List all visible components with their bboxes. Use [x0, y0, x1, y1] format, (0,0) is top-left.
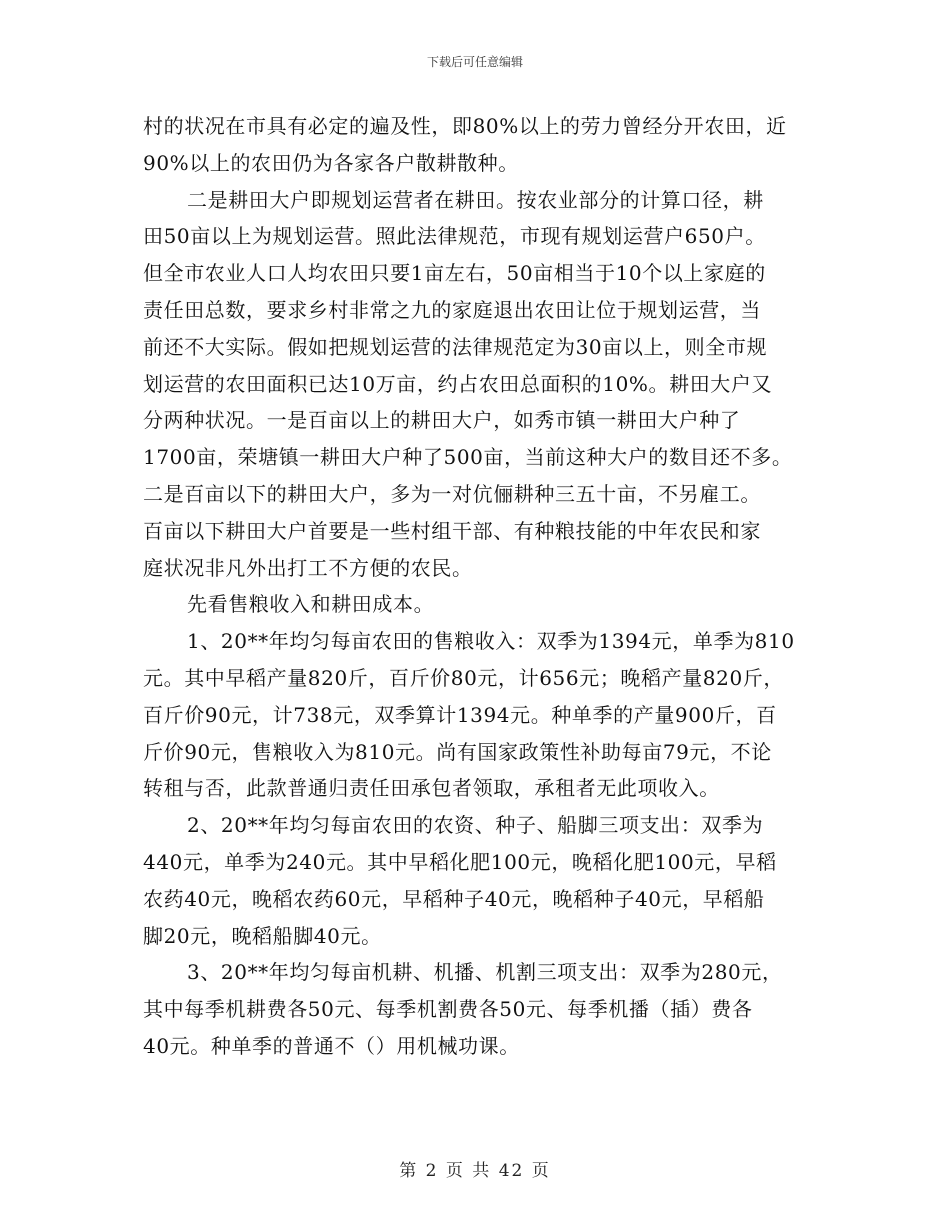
text-line: 村的状况在市具有必定的遍及性，即80%以上的劳力曾经分开农田，近: [143, 114, 787, 138]
text-line: 二是耕田大户即规划运营者在耕田。按农业部分的计算口径，耕: [187, 187, 764, 212]
text-line: 二是百亩以下的耕田大户，多为一对伉俪耕种三五十亩，不另雇工。: [143, 481, 761, 506]
text-line: 1、20**年均匀每亩农田的售粮收入：双季为1394元，单季为810: [187, 629, 795, 654]
text-line: 先看售粮收入和耕田成本。: [187, 592, 435, 617]
text-line: 其中每季机耕费各50元、每季机割费各50元、每季机播（插）费各: [143, 997, 753, 1022]
text-line: 2、20**年均匀每亩农田的农资、种子、船脚三项支出：双季为: [187, 813, 764, 838]
text-line: 440元，单季为240元。其中早稻化肥100元，晚稻化肥100元，早稻: [143, 849, 777, 874]
text-line: 90%以上的农田仍为各家各户散耕散种。: [143, 150, 519, 175]
text-line: 庭状况非凡外出打工不方便的农民。: [143, 555, 473, 580]
text-line: 百亩以下耕田大户首要是一些村组干部、有种粮技能的中年农民和家: [143, 518, 761, 543]
text-line: 责任田总数，要求乡村非常之九的家庭退出农田让位于规划运营，当: [143, 297, 761, 322]
text-line: 转租与否，此款普通归责任田承包者领取，承租者无此项收入。: [143, 776, 720, 801]
text-line: 40元。种单季的普通不（）用机械功课。: [143, 1033, 520, 1058]
text-line: 划运营的农田面积已达10万亩，约占农田总面积的10%。耕田大户又: [143, 371, 773, 396]
page-header: 下载后可任意编辑: [426, 55, 523, 69]
text-line: 前还不大实际。假如把规划运营的法律规范定为30亩以上，则全市规: [143, 334, 768, 359]
text-line: 斤价90元，售粮收入为810元。尚有国家政策性补助每亩79元，不论: [143, 739, 772, 764]
page-footer: 第 2 页 共 42 页: [399, 1161, 551, 1181]
text-line: 分两种状况。一是百亩以上的耕田大户，如秀市镇一耕田大户种了: [143, 408, 741, 433]
text-line: 农药40元，晚稻农药60元，早稻种子40元，晚稻种子40元，早稻船: [143, 886, 765, 911]
text-line: 元。其中早稻产量820斤，百斤价80元，计656元；晚稻产量820斤，: [143, 665, 784, 690]
text-line: 脚20元，晚稻船脚40元。: [143, 923, 382, 948]
text-line: 1700亩，荣塘镇一耕田大户种了500亩，当前这种大户的数目还不多。: [143, 445, 793, 470]
document-body: [143, 108, 809, 1065]
text-line: 百斤价90元，计738元，双季算计1394元。种单季的产量900斤，百: [143, 702, 777, 727]
text-line: 田50亩以上为规划运营。照此法律规范，市现有规划运营户650户。: [143, 224, 766, 249]
text-line: 3、20**年均匀每亩机耕、机播、机割三项支出：双季为280元，: [187, 960, 783, 985]
text-line: 但全市农业人口人均农田只要1亩左右，50亩相当于10个以上家庭的: [143, 261, 766, 286]
